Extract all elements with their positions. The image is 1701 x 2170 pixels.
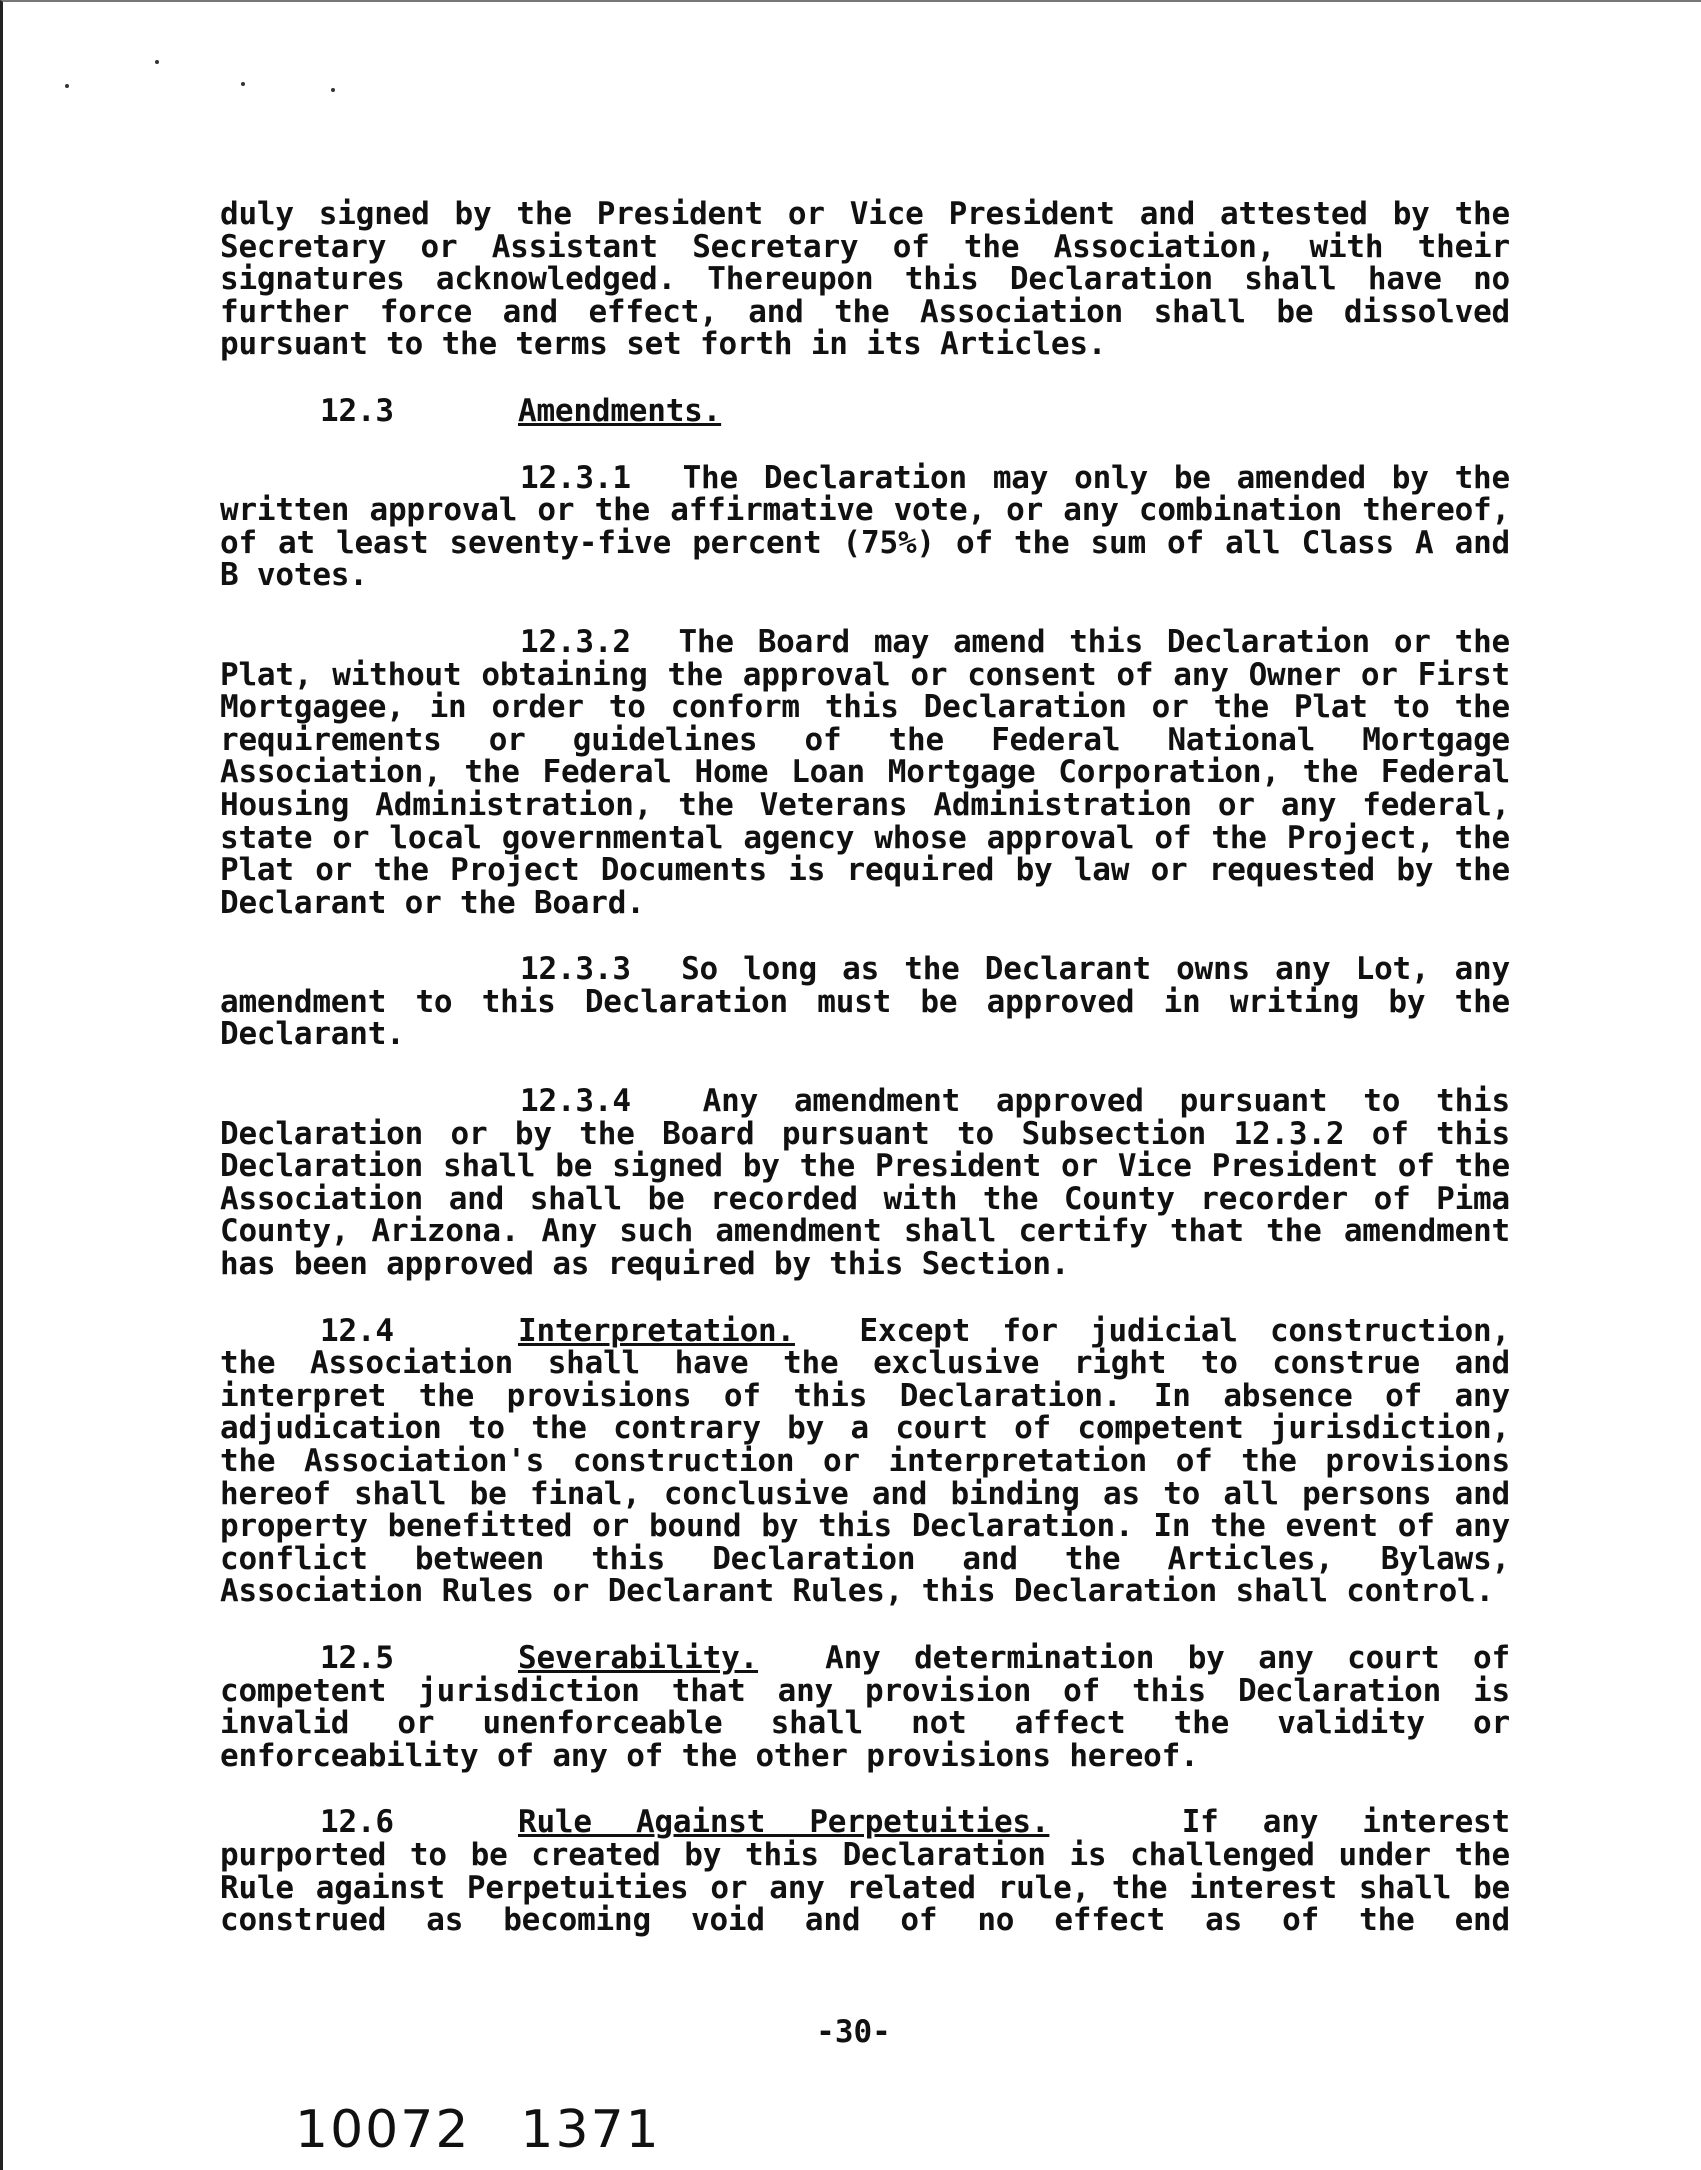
section-number: 12.4 bbox=[320, 1312, 394, 1349]
section-12-3-3 bbox=[220, 953, 1510, 1051]
section-12-5 bbox=[220, 1639, 1510, 1774]
section-title: Severability. bbox=[518, 1639, 759, 1676]
section-text: Any determination by any court of competent jurisdiction that any provision of this Declaration is invalid or unenforceable shall not affect the validity or enforceability of any of the other provisions hereof. bbox=[220, 1639, 1510, 1774]
section-title: Amendments. bbox=[518, 392, 722, 429]
section-text: The Board may amend this Declaration or the Plat, without obtaining the approval or consent of any Owner or First Mortgagee, in order to conform this Declaration or the Plat to the requirements or guidelines of the Federal National Mortgage Association, the Federal Home Loan Mortgage Corporation, the Federal Housing Administration, the Veterans Administration or any federal, state or local governmental agency whose approval of the Project, the Plat or the Project Documents is required by law or requested by the Declarant or the Board. bbox=[220, 623, 1510, 921]
section-number: 12.6 bbox=[320, 1804, 394, 1841]
page-number: -30- bbox=[816, 2014, 891, 2050]
section-text: Except for judicial construction, the Association shall have the exclusive right to construe and interpret the provisions of this Declaration. In absence of any adjudication to the contrary by a court of competent jurisdiction, the Association's construction or interpretation of the provisions hereof shall be final, conclusive and binding as to all persons and property benefitted or bound by this Declaration. In the event of any conflict between this Declaration and the Articles, Bylaws, Association Rules or Declarant Rules, this Declaration shall control. bbox=[220, 1312, 1510, 1610]
section-number: 12.3 bbox=[320, 392, 394, 429]
section-text: If any interest purported to be created by this Declaration is challenged under the Rule against Perpetuities or any related rule, the interest shall be construed as becoming void and of no effect as of the end bbox=[220, 1804, 1510, 1939]
document-body bbox=[220, 198, 1510, 1971]
section-12-6 bbox=[220, 1804, 1510, 1939]
section-12-4 bbox=[220, 1312, 1510, 1610]
section-number: 12.3.4 bbox=[520, 1083, 631, 1120]
scan-speck bbox=[65, 84, 69, 88]
section-number: 12.3.3 bbox=[520, 951, 631, 988]
section-12-3-2 bbox=[220, 623, 1510, 921]
section-title: Interpretation. bbox=[518, 1312, 795, 1349]
scan-specks bbox=[3, 2, 403, 122]
section-12-3-heading bbox=[220, 392, 1510, 429]
scan-speck bbox=[241, 82, 245, 86]
section-title: Rule Against Perpetuities. bbox=[518, 1804, 1050, 1841]
scan-speck bbox=[331, 88, 335, 92]
scan-speck bbox=[155, 60, 159, 64]
section-number: 12.3.1 bbox=[520, 459, 631, 496]
section-number: 12.3.2 bbox=[520, 623, 631, 660]
section-text: So long as the Declarant owns any Lot, any amendment to this Declaration must be approved in writing by the Declarant. bbox=[220, 951, 1510, 1053]
section-12-3-4 bbox=[220, 1085, 1510, 1281]
page-ref-number: 1371 bbox=[520, 2100, 661, 2160]
recording-stamp bbox=[295, 2100, 711, 2160]
section-12-3-1 bbox=[220, 459, 1510, 594]
intro-paragraph: duly signed by the President or Vice President and attested by the Secretary or Assistant Secretary of the Association, with their signatures acknowledged. Thereupon this Declaration shall have no further force and effect, and the Association shall be dissolved pursuant to the terms set forth in its Articles. bbox=[220, 196, 1510, 363]
section-number: 12.5 bbox=[320, 1639, 394, 1676]
book-number: 10072 bbox=[295, 2100, 471, 2160]
section-text: Any amendment approved pursuant to this Declaration or by the Board pursuant to Subsection 12.3.2 of this Declaration shall be signed by the President or Vice President of the Association and shall be recorded with the County recorder of Pima County, Arizona. Any such amendment shall certify that the amendment has been approved as required by this Section. bbox=[220, 1083, 1510, 1283]
section-text: The Declaration may only be amended by the written approval or the affirmative vote, or any combination thereof, of at least seventy-five percent (75%) of the sum of all Class A and B votes. bbox=[220, 459, 1510, 594]
